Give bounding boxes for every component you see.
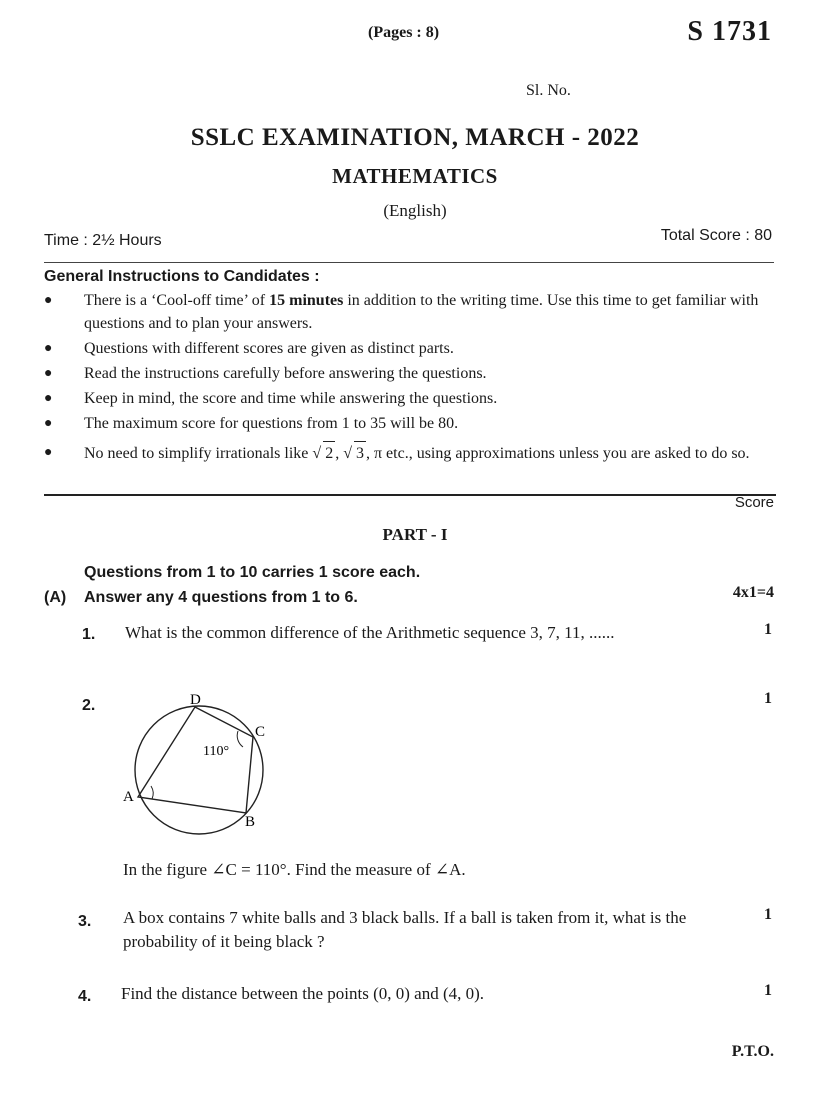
subject-title: MATHEMATICS (332, 164, 498, 188)
please-turn-over: P.T.O. (731, 1043, 774, 1060)
label-d: D (190, 692, 201, 708)
total-score-label: Total Score : 80 (660, 227, 772, 244)
sqrt-3: √ 3 (343, 445, 366, 462)
serial-number-label: Sl. No. (526, 82, 571, 99)
instruction-item: ● The maximum score for questions from 1 to 35 will be 80. (44, 412, 776, 435)
section-letter: (A) (44, 589, 67, 606)
instructions-list (44, 289, 776, 467)
sqrt-2: √ 2 (312, 445, 335, 462)
instruction-item: ● No need to simplify irrationals like √ 2 , √ 3 , π etc., using approximations unless you are asked to do so. (44, 441, 776, 465)
question-text: Find the distance between the points (0, 0) and (4, 0). (121, 984, 485, 1003)
medium-label: (English) (383, 201, 447, 220)
question-number: 1. (82, 626, 96, 643)
score-column-label: Score (734, 494, 774, 511)
part-note: Questions from 1 to 10 carries 1 score each. (84, 564, 421, 581)
section-score: 4x1=4 (732, 584, 774, 601)
question-score: 1 (764, 690, 772, 707)
instruction-item: ● Keep in mind, the score and time while answering the questions. (44, 387, 776, 410)
question-score: 1 (764, 906, 772, 923)
section-instruction: Answer any 4 questions from 1 to 6. (84, 589, 358, 606)
angle-arc-a (151, 786, 153, 799)
instruction-item: ● Read the instructions carefully before answering the questions. (44, 362, 776, 385)
label-a: A (123, 789, 134, 805)
part-title: PART - I (382, 525, 448, 544)
question-text: What is the common difference of the Arithmetic sequence 3, 7, 11, ...... (125, 623, 615, 642)
bullet-icon: ● (44, 366, 53, 381)
question-number: 4. (78, 988, 92, 1005)
bullet-icon: ● (44, 391, 53, 406)
angle-arc-c (237, 731, 243, 747)
label-b: B (245, 814, 256, 830)
instruction-item: ● Questions with different scores are given as distinct parts. (44, 337, 776, 360)
bullet-icon: ● (44, 293, 53, 308)
paper-code: S 1731 (687, 16, 772, 47)
label-c: C (255, 724, 266, 740)
circle (135, 706, 266, 834)
header-divider (44, 262, 774, 263)
instructions-divider (44, 494, 776, 496)
angle-label-c: 110° (203, 744, 230, 759)
time-label: Time : 2½ Hours (44, 232, 162, 249)
bullet-icon: ● (44, 341, 53, 356)
bullet-icon: ● (44, 445, 53, 460)
page-count: (Pages : 8) (368, 24, 440, 41)
question-number: 3. (78, 913, 92, 930)
question-text: A box contains 7 white balls and 3 black balls. If a ball is taken from it, what is the probability of it being black ? (123, 908, 687, 951)
pi-symbol: π (373, 445, 383, 462)
question-score: 1 (764, 621, 772, 638)
cyclic-quadrilateral-figure (115, 688, 285, 838)
question-score: 1 (764, 982, 772, 999)
bullet-icon: ● (44, 416, 53, 431)
exam-title: SSLC EXAMINATION, MARCH - 2022 (190, 124, 640, 151)
question-text: In the figure ∠C = 110°. Find the measure of ∠A. (123, 860, 466, 879)
instruction-item: ● There is a ‘Cool-off time’ of 15 minutes in addition to the writing time. Use this time to get familiar with questions and to plan your answers. (44, 289, 776, 335)
question-number: 2. (82, 697, 96, 714)
instructions-heading: General Instructions to Candidates : (44, 268, 320, 285)
